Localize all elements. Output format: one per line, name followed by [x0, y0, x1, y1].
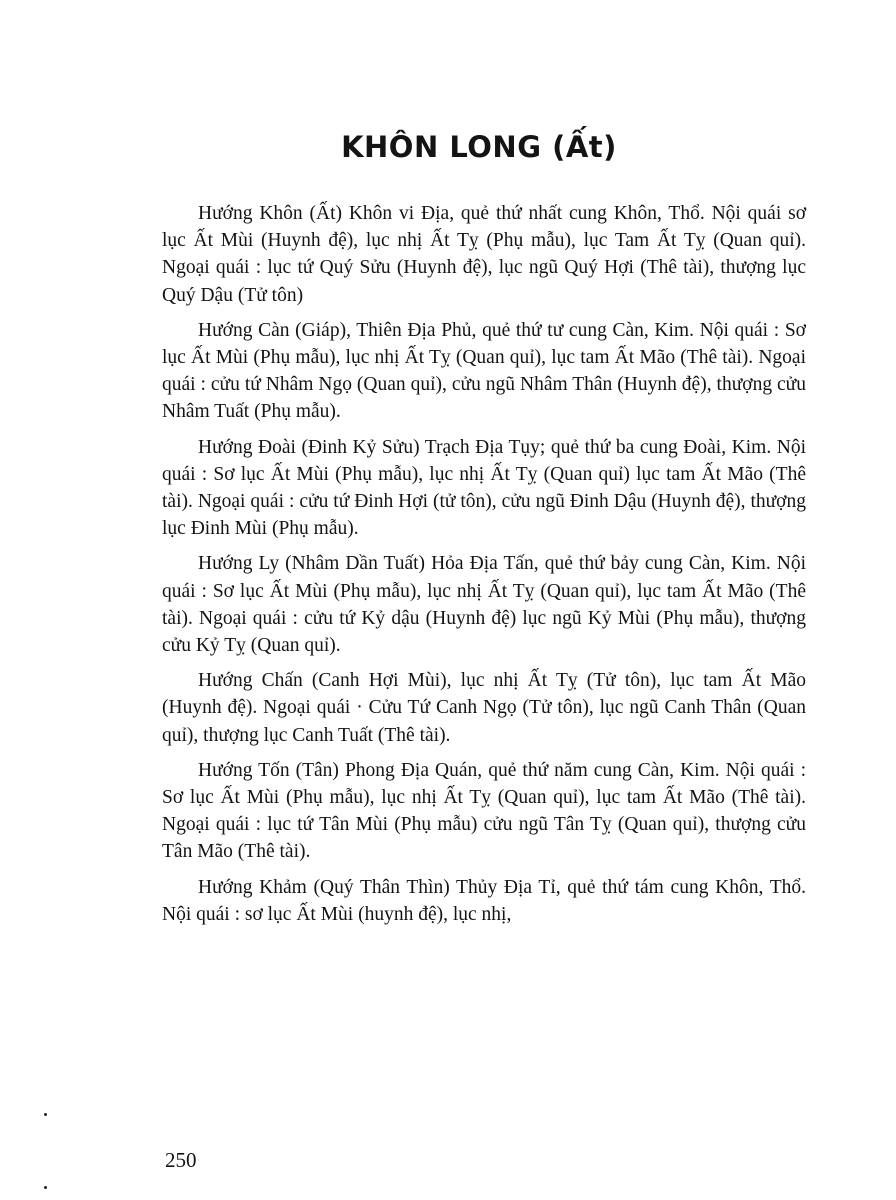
paragraph: Hướng Đoài (Đinh Kỷ Sửu) Trạch Địa Tụy; quẻ thứ ba cung Đoài, Kim. Nội quái : Sơ lục Ất Mùi (Phụ mẫu), lục nhị Ất Tỵ (Quan quỉ) lục tam Ất Mão (Thê tài). Ngoại quái : cửu tứ Đinh Hợi (tử tôn), cửu ngũ Đinh Dậu (Huynh đệ), thượng lục Đinh Mùi (Phụ mẫu). [162, 436, 806, 540]
paragraph: Hướng Khôn (Ất) Khôn vi Địa, quẻ thứ nhất cung Khôn, Thổ. Nội quái sơ lục Ất Mùi (Huynh đệ), lục nhị Ất Tỵ (Phụ mẫu), lục Tam Ất Tỵ (Quan quỉ). Ngoại quái : lục tứ Quý Sửu (Huynh đệ), lục ngũ Quý Hợi (Thê tài), thượng lục Quý Dậu (Tử tôn) [162, 203, 806, 306]
body-text [162, 200, 806, 936]
scan-speck [44, 1186, 47, 1189]
paragraph: Hướng Càn (Giáp), Thiên Địa Phủ, quẻ thứ tư cung Càn, Kim. Nội quái : Sơ lục Ất Mùi (Phụ mẫu), lục nhị Ất Tỵ (Quan quỉ), lục tam Ất Mão (Thê tài). Ngoại quái : cửu tứ Nhâm Ngọ (Quan quỉ), cửu ngũ Nhâm Thân (Huynh đệ), thượng cửu Nhâm Tuất (Phụ mẫu). [162, 319, 806, 423]
page-number: 250 [165, 1148, 197, 1172]
paragraph: Hướng Khảm (Quý Thân Thìn) Thủy Địa Tỉ, quẻ thứ tám cung Khôn, Thổ. Nội quái : sơ lục Ất Mùi (huynh đệ), lục nhị, [162, 876, 806, 925]
chapter-title: KHÔN LONG (Ất) [341, 130, 617, 164]
paragraph: Hướng Tốn (Tân) Phong Địa Quán, quẻ thứ năm cung Càn, Kim. Nội quái : Sơ lục Ất Mùi (Phụ mẫu), lục nhị Ất Tỵ (Quan quỉ), lục tam Ất Mão (Thê tài). Ngoại quái : lục tứ Tân Mùi (Phụ mẫu) cửu ngũ Tân Tỵ (Quan quỉ), thượng cửu Tân Mão (Thê tài). [162, 759, 806, 863]
scan-speck [44, 1113, 47, 1116]
paragraph: Hướng Chấn (Canh Hợi Mùi), lục nhị Ất Tỵ (Tử tôn), lục tam Ất Mão (Huynh đệ). Ngoại quái · Cửu Tứ Canh Ngọ (Tử tôn), lục ngũ Canh Thân (Quan quỉ), thượng lục Canh Tuất (Thê tài). [162, 670, 806, 746]
paragraph: Hướng Ly (Nhâm Dần Tuất) Hỏa Địa Tấn, quẻ thứ bảy cung Càn, Kim. Nội quái : Sơ lục Ất Mùi (Phụ mẫu), lục nhị Ất Tỵ (Quan quỉ), lục tam Ất Mão (Thê tài). Ngoại quái : cửu tứ Kỷ dậu (Huynh đệ) lục ngũ Kỷ Mùi (Phụ mẫu), thượng cửu Kỷ Tỵ (Quan quỉ). [162, 553, 806, 657]
